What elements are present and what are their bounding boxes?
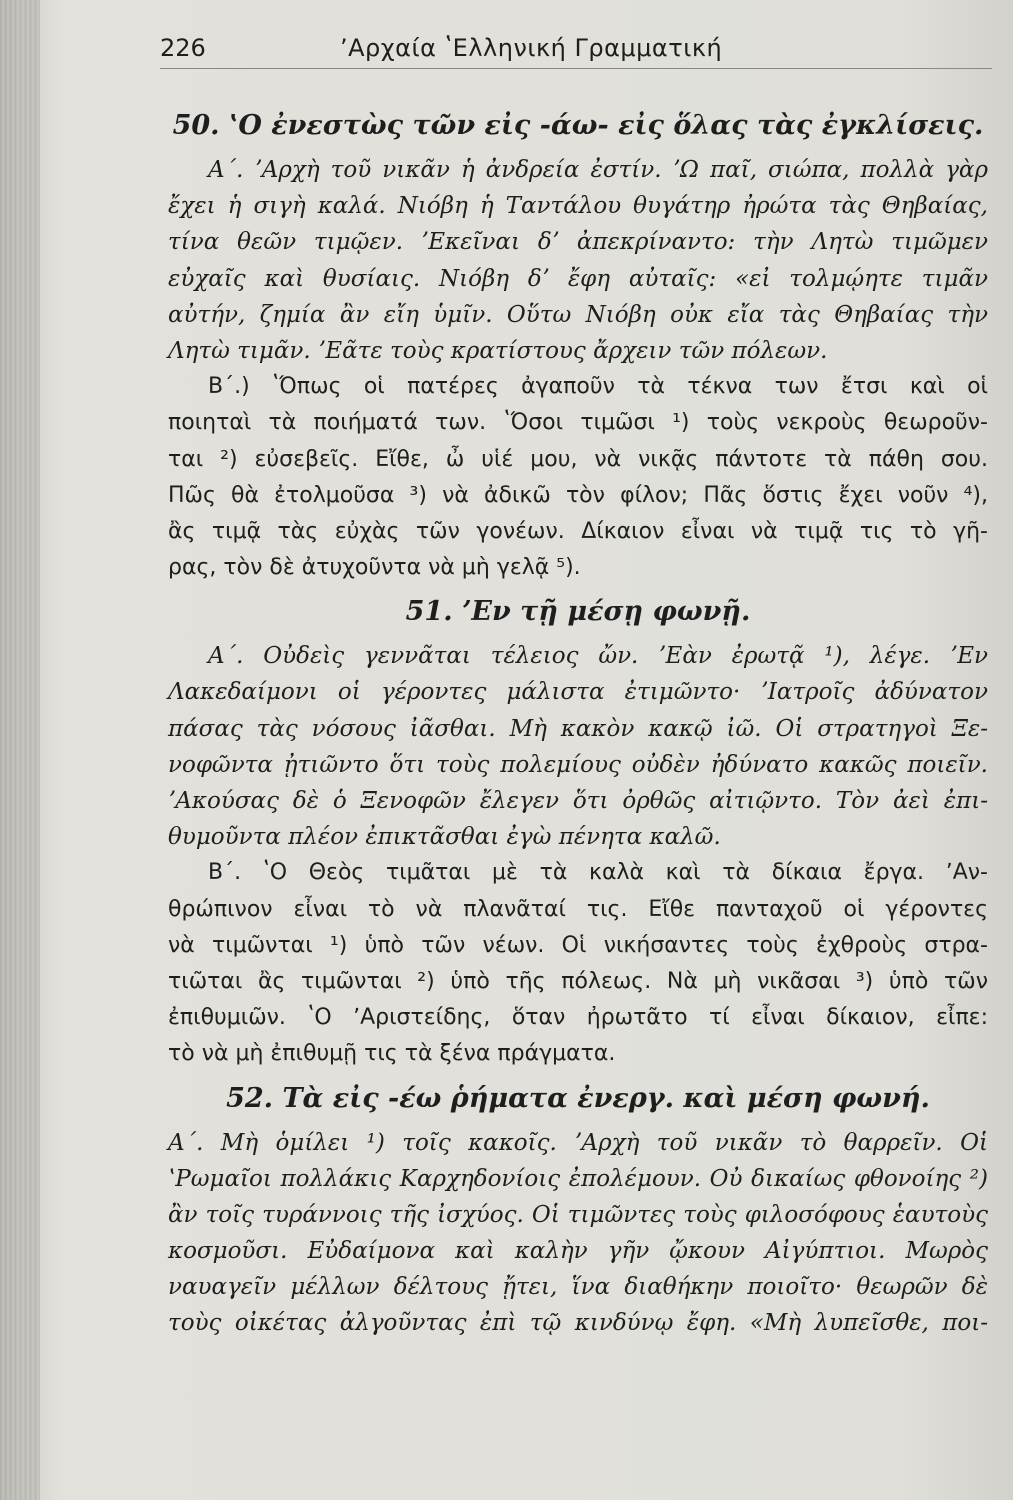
section-50-line: Λητὼ τιμᾶν. ʼΕᾶτε τοὺς κρατίστους ἄρχειν τῶν πόλεων.: [168, 337, 828, 364]
section-51-line: πάσας τὰς νόσους ἰᾶσθαι. Μὴ κακὸν κακῷ ἰῶ. Οἱ στρατηγοὶ Ξε-: [168, 715, 988, 742]
section-51-line: τὸ νὰ μὴ ἐπιθυμῇ τις τὰ ξένα πράγματα.: [168, 1041, 616, 1067]
section-52-line: τοὺς οἰκέτας ἀλγοῦντας ἐπὶ τῷ κινδύνῳ ἔφη. «Μὴ λυπεῖσθε, ποι-: [168, 1310, 988, 1337]
section-52-line: Α΄. Μὴ ὁμίλει ¹) τοῖς κακοῖς. ʼΑρχὴ τοῦ νικᾶν τὸ θαρρεῖν. Οἱ: [168, 1129, 988, 1156]
section-50-line: ἔχει ἡ σιγὴ καλά. Νιόβη ἡ Ταντάλου θυγάτηρ ἠρώτα τὰς Θηβαίας,: [168, 193, 988, 220]
section-51-line: νὰ τιμῶνται ¹) ὑπὸ τῶν νέων. Οἱ νικήσαντες τοὺς ἐχθροὺς στρα-: [168, 932, 988, 958]
section-52-heading: 52. Τὰ εἰς -έω ῥήματα ἐνεργ. καὶ μέση φωνή.: [226, 1082, 930, 1114]
page-body: [168, 100, 988, 1342]
section-51-line: Λακεδαίμονι οἱ γέροντες μάλιστα ἐτιμῶντο· ʼΙατροῖς ἀδύνατον: [168, 679, 988, 706]
book-page-edge: [0, 0, 40, 1500]
page-header: [160, 28, 992, 69]
section-50-line: ρας, τὸν δὲ ἀτυχοῦντα νὰ μὴ γελᾷ ⁵).: [168, 555, 581, 581]
section-50-line: ποιηταὶ τὰ ποιήματά των. ʽΌσοι τιμῶσι ¹) τοὺς νεκροὺς θεωροῦν-: [168, 410, 988, 436]
running-title: ʼΑρχαία ʽΕλληνική Γραμματική: [340, 34, 723, 62]
section-50-line: εὐχαῖς καὶ θυσίαις. Νιόβη δʼ ἔφη αὐταῖς: «εἰ τολμῴητε τιμᾶν: [168, 265, 988, 292]
section-52-line: ʽΡωμαῖοι πολλάκις Καρχηδονίοις ἐπολέμουν. Οὐ δικαίως φθονοίης ²): [168, 1165, 988, 1192]
section-50-line: τίνα θεῶν τιμῷεν. ʼΕκεῖναι δʼ ἀπεκρίναντο: τὴν Λητὼ τιμῶμεν: [168, 229, 988, 256]
section-51-line: θρώπινον εἶναι τὸ νὰ πλανᾶταί τις. Εἴθε πανταχοῦ οἱ γέροντες: [168, 896, 988, 922]
section-50-heading: 50. ʽΟ ἐνεστὼς τῶν εἰς -άω- εἰς ὅλας τὰς ἐγκλίσεις.: [172, 110, 984, 141]
section-51-line: ἐπιθυμιῶν. ʽΟ ʼΑριστείδης, ὅταν ἠρωτᾶτο τί εἶναι δίκαιον, εἶπε:: [168, 1005, 988, 1031]
section-51-heading: 51. ʼΕν τῇ μέσῃ φωνῇ.: [405, 596, 751, 628]
page-number: 226: [160, 34, 206, 62]
section-51-line: θυμοῦντα πλέον ἐπικτᾶσθαι ἐγὼ πένητα καλῶ.: [168, 824, 721, 851]
section-51-line: νοφῶντα ᾐτιῶντο ὅτι τοὺς πολεμίους οὐδὲν ἠδύνατο κακῶς ποιεῖν.: [168, 751, 988, 778]
section-50-line: Β΄.) ʽΌπως οἱ πατέρες ἀγαποῦν τὰ τέκνα των ἔτσι καὶ οἱ: [208, 374, 988, 400]
section-51-line: Α΄. Οὐδεὶς γεννᾶται τέλειος ὤν. ʼΕὰν ἐρωτᾷ ¹), λέγε. ʼΕν: [208, 643, 988, 670]
section-51-line: τιῶται ἂς τιμῶνται ²) ὑπὸ τῆς πόλεως. Νὰ μὴ νικᾶσαι ³) ὑπὸ τῶν: [168, 968, 988, 994]
section-50-line: Α΄. ʼΑρχὴ τοῦ νικᾶν ἡ ἀνδρεία ἐστίν. ʼΩ παῖ, σιώπα, πολλὰ γὰρ: [208, 157, 988, 183]
section-51-line: Β΄. ʽΟ Θεὸς τιμᾶται μὲ τὰ καλὰ καὶ τὰ δίκαια ἔργα. ʼΑν-: [208, 860, 988, 886]
section-50-line: Πῶς θὰ ἐτολμοῦσα ³) νὰ ἀδικῶ τὸν φίλον; Πᾶς ὅστις ἔχει νοῦν ⁴),: [168, 482, 988, 508]
section-50-line: ται ²) εὐσεβεῖς. Εἴθε, ὦ υἱέ μου, νὰ νικᾷς πάντοτε τὰ πάθη σου.: [168, 446, 988, 472]
section-51-line: ʼΑκούσας δὲ ὁ Ξενοφῶν ἔλεγεν ὅτι ὀρθῶς αἰτιῷντο. Τὸν ἀεὶ ἐπι-: [168, 788, 988, 814]
section-52-line: ἂν τοῖς τυράννοις τῆς ἰσχύος. Οἱ τιμῶντες τοὺς φιλοσόφους ἑαυτοὺς: [168, 1201, 988, 1228]
section-52-line: ναυαγεῖν μέλλων δέλτους ᾔτει, ἵνα διαθήκην ποιοῖτο· θεωρῶν δὲ: [168, 1274, 988, 1301]
section-50-line: ἂς τιμᾷ τὰς εὐχὰς τῶν γονέων. Δίκαιον εἶναι νὰ τιμᾷ τις τὸ γῆ-: [168, 518, 988, 544]
section-50-line: αὐτήν, ζημία ἂν εἴη ὑμῖν. Οὕτω Νιόβη οὐκ εἴα τὰς Θηβαίας τὴν: [168, 301, 988, 328]
section-52-line: κοσμοῦσι. Εὐδαίμονα καὶ καλὴν γῆν ᾤκουν Αἰγύπτιοι. Μωρὸς: [168, 1238, 988, 1265]
